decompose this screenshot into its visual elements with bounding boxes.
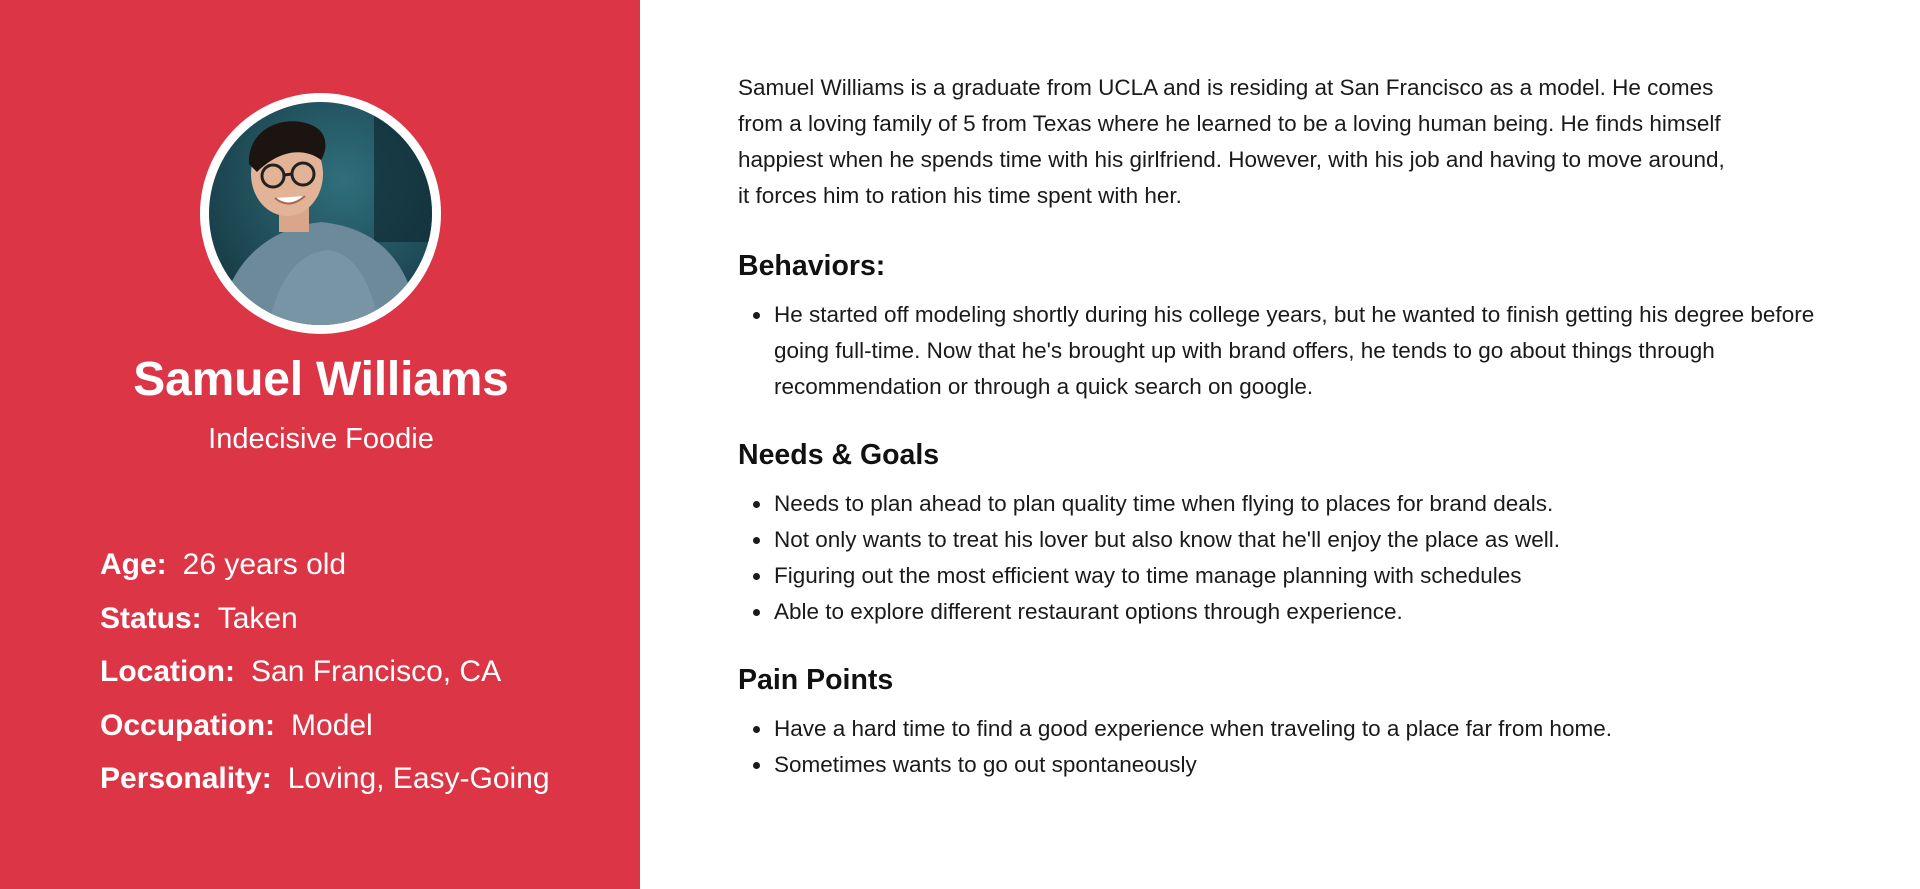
list-item: He started off modeling shortly during his college years, but he wanted to finish getting his degree before going full-time. Now that he's brought up with brand offers, he tends to go about things through recommendation or through a quick search on google.	[738, 297, 1828, 405]
fact-label: Age:	[100, 548, 167, 581]
persona-facts	[100, 538, 550, 806]
fact-label: Status:	[100, 601, 202, 635]
fact-label: Occupation:	[100, 708, 276, 742]
list-item: Needs to plan ahead to plan quality time when flying to places for brand deals.	[738, 486, 1858, 522]
fact-label: Location:	[100, 655, 235, 688]
fact-age	[100, 538, 550, 592]
profile-panel	[0, 0, 640, 889]
avatar	[200, 93, 441, 334]
behaviors-list	[738, 297, 1858, 405]
list-item: Sometimes wants to go out spontaneously	[738, 747, 1858, 783]
persona-tagline: Indecisive Foodie	[208, 423, 434, 455]
portrait-photo-icon	[209, 102, 432, 325]
persona-name: Samuel Williams	[133, 353, 509, 406]
list-item: Able to explore different restaurant options through experience.	[738, 594, 1858, 630]
pain-points-list	[738, 711, 1858, 783]
fact-label: Personality:	[100, 762, 272, 795]
fact-value: 26 years old	[182, 548, 347, 581]
fact-value: Loving, Easy-Going	[287, 762, 550, 795]
pain-points-heading: Pain Points	[738, 664, 894, 696]
fact-personality	[100, 752, 550, 806]
persona-bio: Samuel Williams is a graduate from UCLA and is residing at San Francisco as a model. He comes from a loving family of 5 from Texas where he learned to be a loving human being. He finds himself happiest when he spends time with his girlfriend. However, with his job and having to move around, it forces him to ration his time spent with her.	[738, 75, 1725, 208]
fact-location	[100, 645, 550, 699]
fact-value: San Francisco, CA	[251, 655, 502, 688]
fact-status	[100, 592, 550, 646]
fact-occupation	[100, 699, 550, 753]
fact-value: Taken	[217, 601, 298, 635]
list-item: Not only wants to treat his lover but also know that he'll enjoy the place as well.	[738, 522, 1858, 558]
fact-value: Model	[291, 708, 373, 742]
list-item: Figuring out the most efficient way to time manage planning with schedules	[738, 558, 1858, 594]
behaviors-heading: Behaviors:	[738, 250, 886, 282]
needs-goals-list	[738, 486, 1858, 630]
persona-details	[738, 70, 1858, 783]
list-item: Have a hard time to find a good experience when traveling to a place far from home.	[738, 711, 1858, 747]
needs-goals-heading: Needs & Goals	[738, 439, 940, 471]
